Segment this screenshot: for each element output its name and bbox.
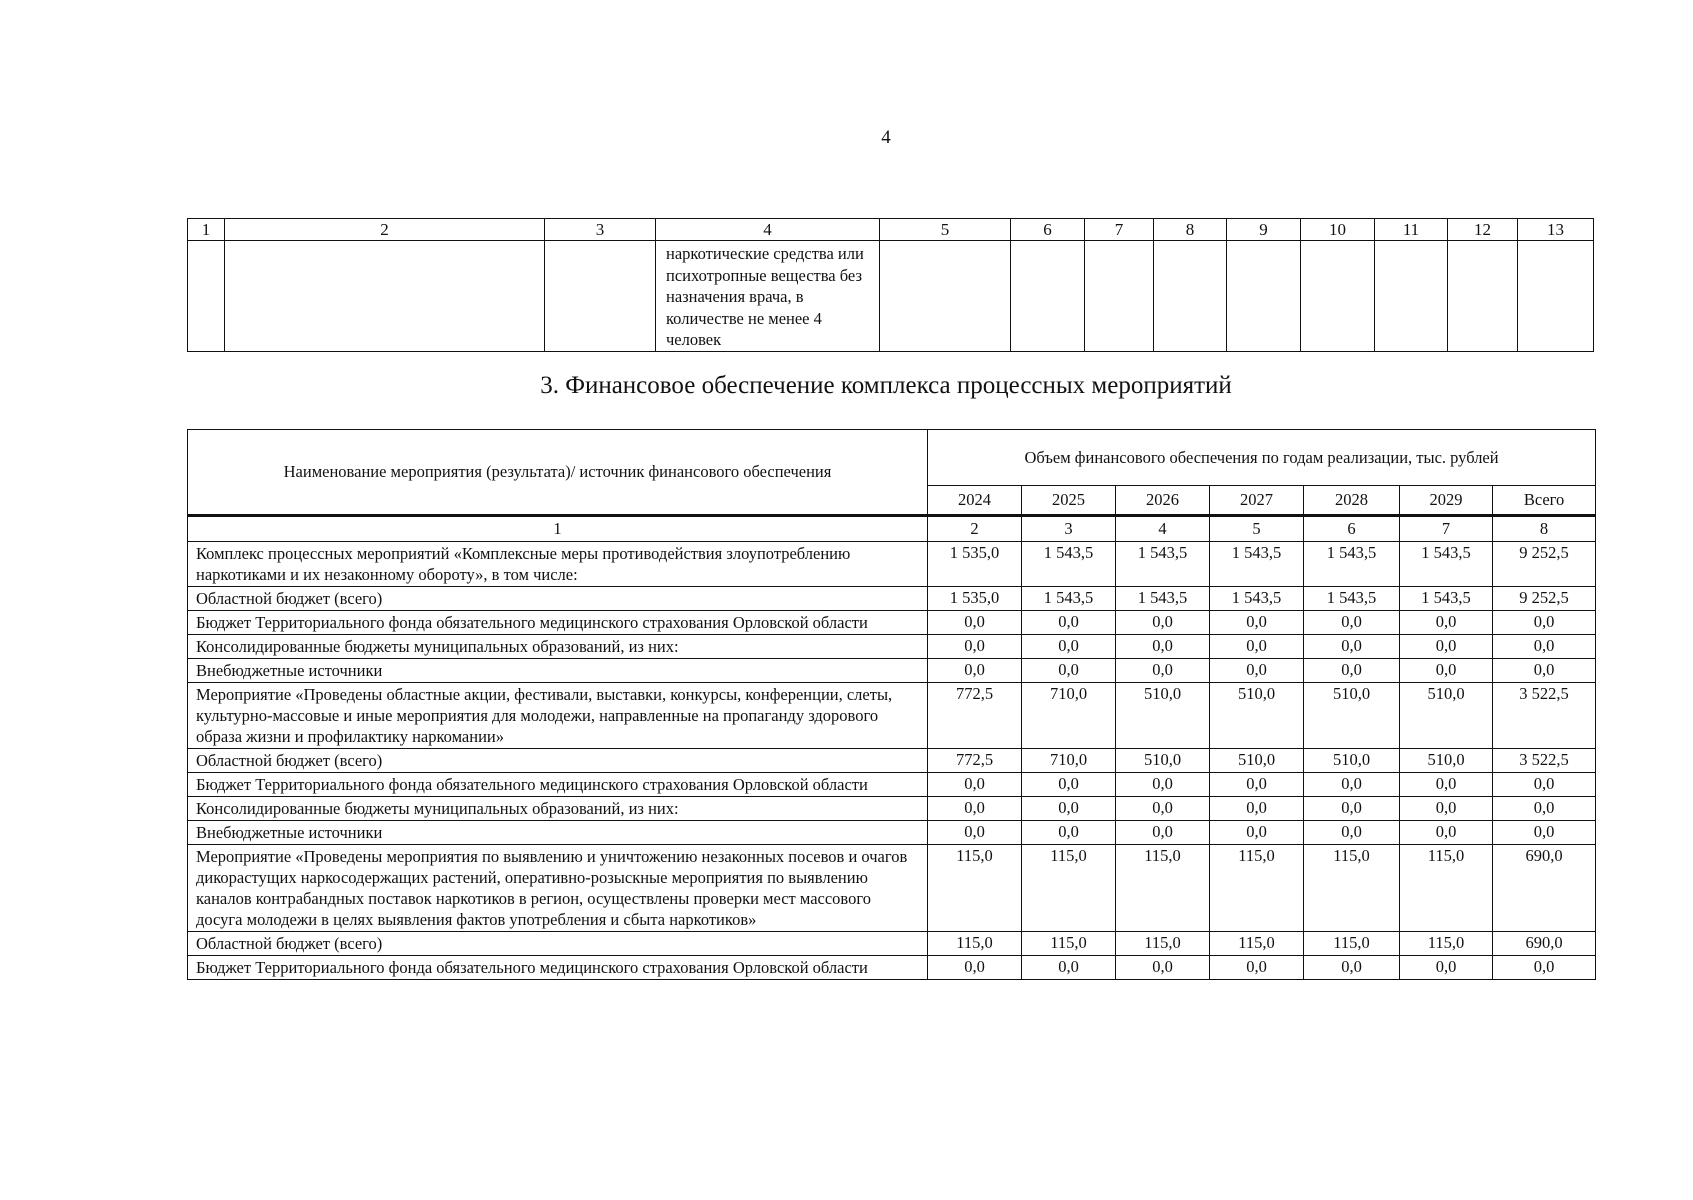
amount-cell: 3 522,5 — [1493, 683, 1596, 749]
column-number: 2 — [225, 219, 545, 241]
amount-cell: 0,0 — [1400, 797, 1493, 821]
column-number: 4 — [1116, 516, 1210, 542]
amount-cell: 772,5 — [928, 683, 1022, 749]
amount-cell: 0,0 — [1210, 956, 1304, 980]
column-number: 7 — [1085, 219, 1154, 241]
table-row — [188, 821, 1596, 845]
row-name: Мероприятие «Проведены мероприятия по выявлению и уничтожению незаконных посевов и очагов дикорастущих наркосодержащих растений, оперативно-розыскные мероприятия по выявлению каналов контрабандных поставок наркотиков в регион, осуществлены проверки мест массового досуга молодежи в целях выявления фактов употребления и сбыта наркотиков» — [188, 845, 928, 932]
column-number: 3 — [1022, 516, 1116, 542]
amount-cell: 0,0 — [928, 611, 1022, 635]
column-number: 4 — [656, 219, 880, 241]
amount-cell: 115,0 — [1400, 932, 1493, 956]
row-name: Мероприятие «Проведены областные акции, фестивали, выставки, конкурсы, конференции, слеты, культурно-массовые и иные мероприятия для молодежи, направленные на пропаганду здорового образа жизни и профилактику наркомании» — [188, 683, 928, 749]
amount-cell: 115,0 — [1116, 845, 1210, 932]
amount-cell: 115,0 — [928, 845, 1022, 932]
amount-cell: 0,0 — [1493, 611, 1596, 635]
amount-cell: 0,0 — [1400, 635, 1493, 659]
amount-cell: 0,0 — [1493, 773, 1596, 797]
column-number: 3 — [545, 219, 656, 241]
amount-cell: 0,0 — [928, 773, 1022, 797]
amount-cell: 0,0 — [1022, 821, 1116, 845]
table-row — [188, 773, 1596, 797]
amount-cell: 0,0 — [1210, 821, 1304, 845]
column-number: 2 — [928, 516, 1022, 542]
amount-cell: 0,0 — [1400, 611, 1493, 635]
year-header: 2027 — [1210, 486, 1304, 516]
amount-cell: 0,0 — [1210, 773, 1304, 797]
amount-cell: 1 543,5 — [1210, 587, 1304, 611]
column-number: 8 — [1493, 516, 1596, 542]
amount-cell: 1 543,5 — [1116, 587, 1210, 611]
amount-cell: 510,0 — [1116, 683, 1210, 749]
column-number: 1 — [188, 219, 225, 241]
amount-cell: 0,0 — [1116, 611, 1210, 635]
table-cell — [545, 241, 656, 352]
amount-cell: 1 543,5 — [1116, 542, 1210, 587]
amount-cell: 0,0 — [928, 956, 1022, 980]
amount-cell: 1 543,5 — [1210, 542, 1304, 587]
table-row — [188, 845, 1596, 932]
amount-cell: 510,0 — [1304, 749, 1400, 773]
column-number: 7 — [1400, 516, 1493, 542]
column-number: 5 — [1210, 516, 1304, 542]
amount-cell: 115,0 — [1210, 932, 1304, 956]
amount-cell: 1 543,5 — [1022, 587, 1116, 611]
amount-cell: 115,0 — [1304, 845, 1400, 932]
amount-cell: 0,0 — [1400, 659, 1493, 683]
amount-cell: 115,0 — [1022, 845, 1116, 932]
amount-cell: 0,0 — [1116, 773, 1210, 797]
amount-cell: 0,0 — [1210, 635, 1304, 659]
column-number-row — [188, 219, 1594, 241]
column-number: 9 — [1227, 219, 1301, 241]
indicator-text-continued: наркотические средства или психотропные вещества без назначения врача, в количестве не менее 4 человек — [656, 241, 880, 352]
amount-cell: 0,0 — [1022, 956, 1116, 980]
amount-cell: 0,0 — [1493, 797, 1596, 821]
amount-cell: 0,0 — [1304, 956, 1400, 980]
table-cell — [1154, 241, 1227, 352]
amount-cell: 0,0 — [1400, 773, 1493, 797]
table-cell — [1011, 241, 1085, 352]
amount-cell: 0,0 — [928, 821, 1022, 845]
amount-cell: 0,0 — [1304, 635, 1400, 659]
amount-cell: 0,0 — [928, 635, 1022, 659]
row-name: Бюджет Территориального фонда обязательного медицинского страхования Орловской области — [188, 611, 928, 635]
amount-cell: 510,0 — [1400, 683, 1493, 749]
amount-cell: 0,0 — [1116, 659, 1210, 683]
amount-cell: 1 543,5 — [1304, 587, 1400, 611]
amount-cell: 0,0 — [1493, 659, 1596, 683]
amount-cell: 0,0 — [1493, 821, 1596, 845]
header-row — [188, 430, 1596, 486]
amount-cell: 0,0 — [928, 797, 1022, 821]
row-name: Областной бюджет (всего) — [188, 587, 928, 611]
table-row — [188, 932, 1596, 956]
table-row — [188, 241, 1594, 352]
row-name: Бюджет Территориального фонда обязательного медицинского страхования Орловской области — [188, 773, 928, 797]
amount-cell: 0,0 — [1210, 797, 1304, 821]
table-cell — [1227, 241, 1301, 352]
amount-cell: 115,0 — [1210, 845, 1304, 932]
column-number: 11 — [1375, 219, 1448, 241]
row-name: Консолидированные бюджеты муниципальных образований, из них: — [188, 635, 928, 659]
year-header: 2028 — [1304, 486, 1400, 516]
continued-indicators-table — [187, 218, 1594, 352]
table-row — [188, 587, 1596, 611]
column-number-row — [188, 516, 1596, 542]
financing-volume-header: Объем финансового обеспечения по годам реализации, тыс. рублей — [928, 430, 1596, 486]
amount-cell: 1 543,5 — [1400, 587, 1493, 611]
table-cell — [1301, 241, 1375, 352]
table-cell — [188, 241, 225, 352]
amount-cell: 1 535,0 — [928, 542, 1022, 587]
year-header: 2029 — [1400, 486, 1493, 516]
page-number: 4 — [881, 127, 891, 148]
table-cell — [1448, 241, 1518, 352]
row-name: Внебюджетные источники — [188, 821, 928, 845]
table-row — [188, 635, 1596, 659]
column-number: 12 — [1448, 219, 1518, 241]
table-row — [188, 797, 1596, 821]
financing-table — [187, 429, 1596, 980]
row-name: Областной бюджет (всего) — [188, 932, 928, 956]
amount-cell: 0,0 — [1210, 659, 1304, 683]
amount-cell: 115,0 — [1400, 845, 1493, 932]
amount-cell: 0,0 — [928, 659, 1022, 683]
column-number: 8 — [1154, 219, 1227, 241]
table-cell — [225, 241, 545, 352]
amount-cell: 772,5 — [928, 749, 1022, 773]
table-cell — [880, 241, 1011, 352]
amount-cell: 510,0 — [1400, 749, 1493, 773]
amount-cell: 690,0 — [1493, 845, 1596, 932]
table-cell — [1518, 241, 1594, 352]
amount-cell: 510,0 — [1304, 683, 1400, 749]
column-number: 5 — [880, 219, 1011, 241]
amount-cell: 0,0 — [1210, 611, 1304, 635]
amount-cell: 0,0 — [1304, 659, 1400, 683]
amount-cell: 0,0 — [1400, 956, 1493, 980]
amount-cell: 0,0 — [1304, 821, 1400, 845]
column-number: 1 — [188, 516, 928, 542]
amount-cell: 9 252,5 — [1493, 587, 1596, 611]
amount-cell: 1 543,5 — [1304, 542, 1400, 587]
amount-cell: 0,0 — [1304, 797, 1400, 821]
name-column-header: Наименование мероприятия (результата)/ источник финансового обеспечения — [188, 430, 928, 516]
table-cell — [1375, 241, 1448, 352]
row-name: Комплекс процессных мероприятий «Комплексные меры противодействия злоупотреблению наркотиками и их незаконному обороту», в том числе: — [188, 542, 928, 587]
amount-cell: 0,0 — [1116, 956, 1210, 980]
amount-cell: 510,0 — [1210, 683, 1304, 749]
column-number: 13 — [1518, 219, 1594, 241]
table-cell — [1085, 241, 1154, 352]
amount-cell: 1 543,5 — [1022, 542, 1116, 587]
row-name: Внебюджетные источники — [188, 659, 928, 683]
table-row — [188, 956, 1596, 980]
amount-cell: 0,0 — [1022, 659, 1116, 683]
year-header: Всего — [1493, 486, 1596, 516]
amount-cell: 0,0 — [1493, 635, 1596, 659]
amount-cell: 115,0 — [928, 932, 1022, 956]
section-title: 3. Финансовое обеспечение комплекса процессных мероприятий — [540, 372, 1232, 399]
amount-cell: 510,0 — [1210, 749, 1304, 773]
amount-cell: 0,0 — [1304, 773, 1400, 797]
amount-cell: 115,0 — [1116, 932, 1210, 956]
amount-cell: 710,0 — [1022, 749, 1116, 773]
amount-cell: 1 535,0 — [928, 587, 1022, 611]
amount-cell: 0,0 — [1400, 821, 1493, 845]
table-row — [188, 749, 1596, 773]
year-header: 2024 — [928, 486, 1022, 516]
amount-cell: 0,0 — [1116, 821, 1210, 845]
year-header: 2025 — [1022, 486, 1116, 516]
row-name: Консолидированные бюджеты муниципальных образований, из них: — [188, 797, 928, 821]
column-number: 6 — [1304, 516, 1400, 542]
year-header: 2026 — [1116, 486, 1210, 516]
amount-cell: 3 522,5 — [1493, 749, 1596, 773]
row-name: Бюджет Территориального фонда обязательного медицинского страхования Орловской области — [188, 956, 928, 980]
amount-cell: 690,0 — [1493, 932, 1596, 956]
column-number: 6 — [1011, 219, 1085, 241]
amount-cell: 0,0 — [1116, 635, 1210, 659]
table-row — [188, 659, 1596, 683]
amount-cell: 9 252,5 — [1493, 542, 1596, 587]
amount-cell: 0,0 — [1022, 773, 1116, 797]
amount-cell: 0,0 — [1022, 635, 1116, 659]
table-row — [188, 683, 1596, 749]
row-name: Областной бюджет (всего) — [188, 749, 928, 773]
amount-cell: 1 543,5 — [1400, 542, 1493, 587]
table-row — [188, 611, 1596, 635]
amount-cell: 115,0 — [1304, 932, 1400, 956]
amount-cell: 0,0 — [1116, 797, 1210, 821]
amount-cell: 710,0 — [1022, 683, 1116, 749]
amount-cell: 0,0 — [1493, 956, 1596, 980]
amount-cell: 510,0 — [1116, 749, 1210, 773]
amount-cell: 0,0 — [1022, 797, 1116, 821]
amount-cell: 0,0 — [1022, 611, 1116, 635]
amount-cell: 0,0 — [1304, 611, 1400, 635]
amount-cell: 115,0 — [1022, 932, 1116, 956]
column-number: 10 — [1301, 219, 1375, 241]
table-row — [188, 542, 1596, 587]
